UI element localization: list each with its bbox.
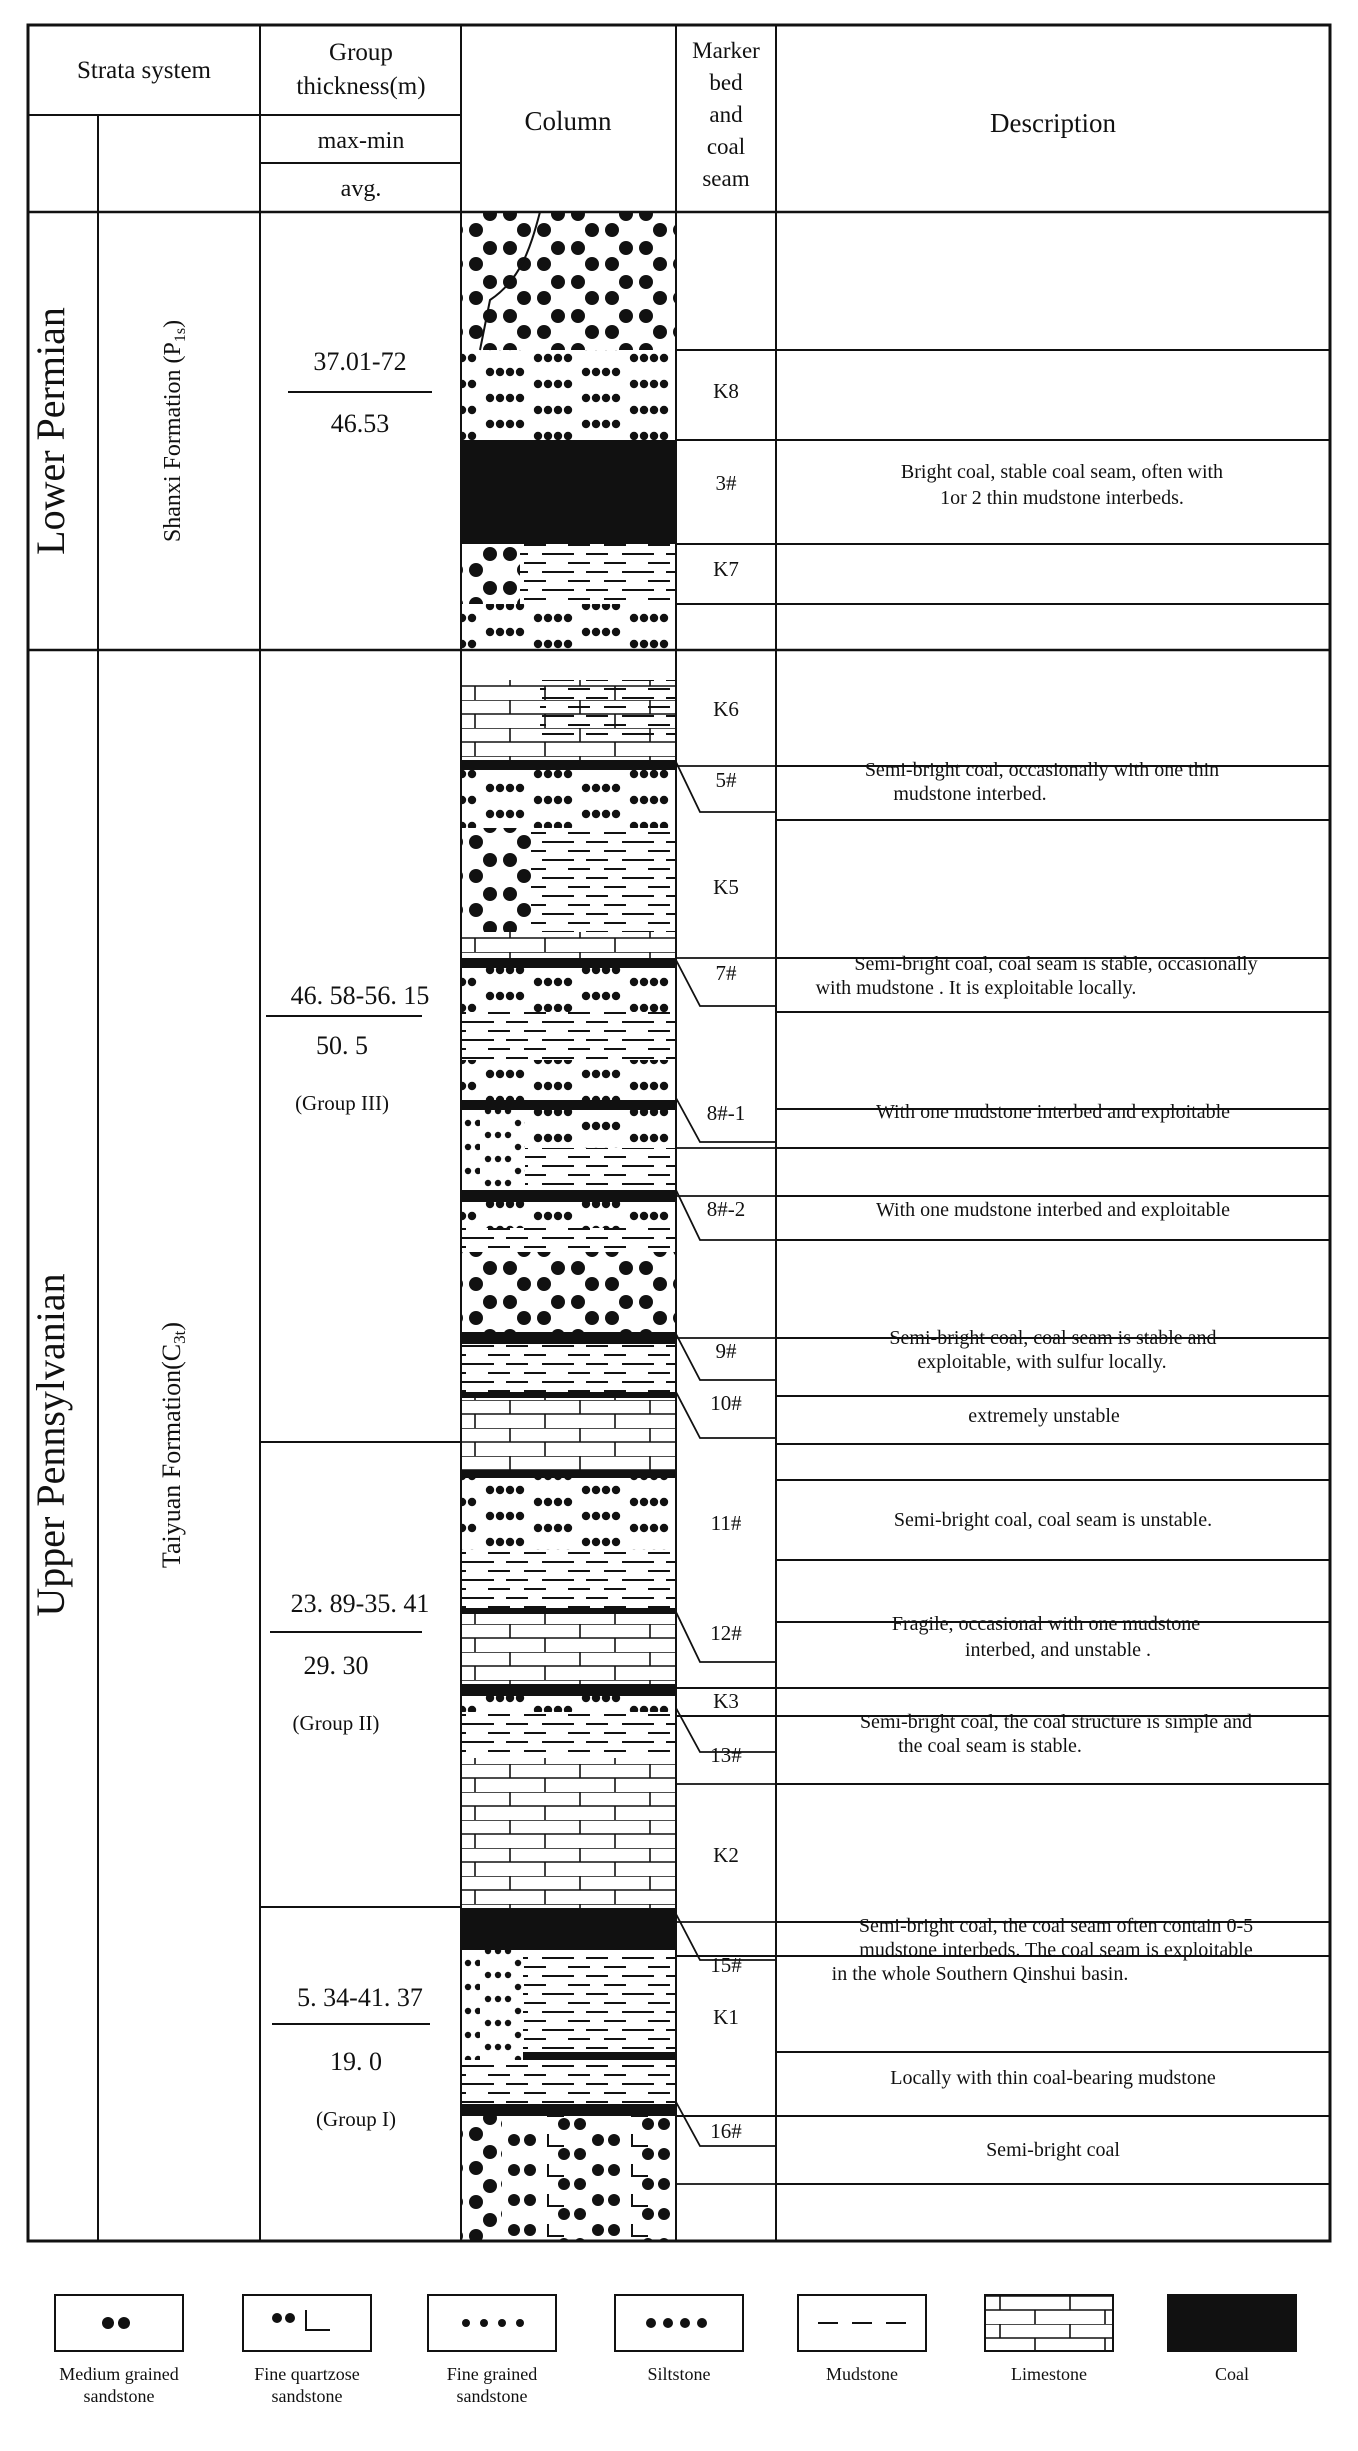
legend-item-fine-quartzose-sandstone: [243, 2295, 371, 2406]
lith-coal: [461, 1190, 676, 1202]
marker-16: 16#: [710, 2119, 742, 2143]
svg-text:Medium grainedsandstone: Medium grained sandstone: [59, 2364, 179, 2406]
marker-k8: K8: [713, 379, 739, 403]
lith-medium-sandstone: [461, 2116, 501, 2241]
lith-siltstone: [461, 1202, 676, 1228]
strata-system-header: Strata system: [76, 57, 212, 84]
description-5: Semi-bright coal, occasionally with one thin mudstone interbed.: [864, 759, 1220, 805]
svg-text:Fine quartzosesandstone: Fine quartzose sandstone: [254, 2364, 360, 2406]
marker-k3: K3: [713, 1689, 739, 1713]
marker-8-2: 8#-2: [706, 1197, 746, 1221]
lithology-column: [461, 212, 676, 2241]
descriptions: [816, 461, 1258, 2161]
description-12: Fragile, occasional with one mudstone interbed, and unstable .: [891, 1613, 1201, 1661]
thickness-range: 5. 34-41. 37: [297, 1983, 423, 2012]
legend-item-coal: [1168, 2295, 1296, 2384]
lith-limestone: [461, 932, 676, 958]
lith-limestone: [461, 1758, 676, 1908]
lith-coal: [461, 1684, 676, 1696]
system-lower-permian: Lower Permian: [28, 307, 73, 555]
lith-mudstone: [540, 680, 676, 740]
marker-9: 9#: [715, 1339, 737, 1363]
marker-13: 13#: [710, 1743, 742, 1767]
lith-siltstone: [461, 1696, 676, 1712]
strata-labels: [28, 307, 189, 1616]
marker-header-2: bed: [709, 70, 743, 95]
lith-coal: [461, 2104, 676, 2116]
thickness-avg: 29. 30: [303, 1651, 369, 1680]
marker-labels: [707, 379, 746, 2143]
marker-3: 3#: [715, 471, 737, 495]
marker-11: 11#: [710, 1511, 742, 1535]
lith-coal: [461, 958, 676, 968]
column-header: Column: [524, 106, 612, 136]
lith-limestone: [461, 1614, 676, 1684]
lith-mudstone: [461, 1344, 676, 1392]
marker-k5: K5: [713, 875, 739, 899]
lith-fine-sandstone: [461, 1110, 525, 1198]
thickness-header-1: Group: [329, 39, 393, 66]
thickness-group-label: (Group II): [292, 1711, 380, 1735]
lith-mudstone: [461, 1550, 676, 1608]
lith-mudstone: [523, 1950, 676, 2060]
lith-fine-quartzose-sandstone: [501, 2116, 676, 2241]
avg-header: avg.: [340, 176, 382, 202]
description-10: extremely unstable: [968, 1405, 1120, 1427]
marker-header-3: and: [709, 102, 743, 127]
lith-coal: [461, 440, 676, 544]
thickness-range: 23. 89-35. 41: [290, 1589, 430, 1618]
legend-item-medium-sandstone: [55, 2295, 183, 2406]
lith-mudstone: [461, 1228, 676, 1252]
table-grid: [28, 25, 1330, 2241]
marker-7: 7#: [715, 961, 737, 985]
lith-medium-sandstone: [461, 212, 676, 350]
svg-text:Limestone: Limestone: [1011, 2364, 1087, 2384]
svg-text:Mudstone: Mudstone: [826, 2364, 898, 2384]
description-8-2: With one mudstone interbed and exploitable: [875, 1199, 1231, 1221]
lith-coal: [461, 1470, 676, 1478]
lith-mudstone: [531, 828, 676, 932]
svg-text:Fine grainedsandstone: Fine grained sandstone: [446, 2364, 538, 2406]
thickness-range: 37.01-72: [313, 347, 407, 376]
lith-fine-sandstone: [461, 604, 676, 650]
header: [77, 38, 1116, 202]
marker-k7: K7: [713, 557, 739, 581]
marker-header-4: coal: [706, 134, 746, 159]
lith-siltstone: [461, 1478, 676, 1550]
lith-coal: [461, 1608, 676, 1614]
description-k1: Locally with thin coal-bearing mudstone: [890, 2067, 1216, 2089]
marker-header-5: seam: [702, 166, 750, 191]
legend: [55, 2295, 1296, 2406]
thickness-group-label: (Group III): [295, 1091, 389, 1115]
lith-mudstone: [461, 2060, 676, 2104]
thickness-group-label: (Group I): [316, 2107, 396, 2131]
lith-fine-sandstone: [461, 1950, 523, 2060]
formation-taiyuan: Taiyuan Formation(C3t): [157, 1321, 189, 1569]
description-16: Semi-bright coal: [986, 2139, 1120, 2161]
marker-k1: K1: [713, 2005, 739, 2029]
svg-text:Coal: Coal: [1215, 2364, 1249, 2384]
description-9: Semi-bright coal, coal seam is stable and exploitable, with sulfur locally.: [889, 1327, 1217, 1373]
marker-8-1: 8#-1: [706, 1101, 746, 1125]
lith-mudstone: [461, 1012, 676, 1060]
marker-15: 15#: [710, 1953, 742, 1977]
thickness-avg: 50. 5: [316, 1031, 368, 1060]
lith-mudstone: [520, 544, 676, 604]
max-min-header: max-min: [317, 128, 405, 154]
thickness-range: 46. 58-56. 15: [290, 981, 430, 1010]
lith-medium-sandstone: [461, 1060, 676, 1100]
thickness-avg: 46.53: [330, 409, 390, 438]
lith-mudstone: [525, 1148, 676, 1190]
marker-k2: K2: [713, 1843, 739, 1867]
description-11: Semi-bright coal, coal seam is unstable.: [893, 1509, 1213, 1531]
description-header: Description: [990, 108, 1116, 138]
lith-coal: [461, 760, 676, 770]
description-8-1: With one mudstone interbed and exploitable: [875, 1101, 1231, 1123]
legend-item-siltstone: [615, 2295, 743, 2384]
lith-limestone: [461, 1398, 676, 1470]
lith-coal: [461, 1100, 676, 1110]
lith-mudstone: [461, 1712, 676, 1758]
legend-item-limestone: [985, 2295, 1113, 2384]
thickness-groups: [266, 347, 432, 2131]
lith-siltstone: [461, 968, 676, 1012]
marker-header-1: Marker: [692, 38, 760, 63]
description-3: Bright coal, stable coal seam, often with 1or 2 thin mudstone interbeds.: [900, 461, 1224, 509]
marker-k6: K6: [713, 697, 739, 721]
lith-coal: [461, 1908, 676, 1950]
description-15: Semi-bright coal, the coal seam often contain 0-5 mudstone interbeds. The coal seam is exploitable in the whole Southern Qinshui basin.: [831, 1915, 1254, 1985]
description-13: Semi-bright coal, the coal structure is simple and the coal seam is stable.: [859, 1711, 1253, 1757]
svg-text:Siltstone: Siltstone: [647, 2364, 711, 2384]
marker-12: 12#: [710, 1621, 742, 1645]
lith-coal: [461, 1392, 676, 1398]
thickness-avg: 19. 0: [330, 2047, 382, 2076]
marker-5: 5#: [715, 768, 737, 792]
formation-shanxi: Shanxi Formation $(P_{1s})$: [160, 319, 189, 543]
lith-medium-sandstone: [461, 828, 531, 932]
lith-medium-sandstone: [461, 544, 520, 604]
legend-item-mudstone: [798, 2295, 926, 2384]
lith-medium-sandstone: [461, 1252, 676, 1332]
lith-siltstone: [525, 1110, 676, 1148]
lith-siltstone: [461, 770, 676, 828]
lith-coal: [461, 1332, 676, 1344]
legend-item-fine-sandstone: [428, 2295, 556, 2406]
thickness-header-2: thickness(m): [296, 73, 426, 100]
system-upper-pennsylvanian: Upper Pennsylvanian: [28, 1273, 73, 1617]
marker-10: 10#: [710, 1391, 742, 1415]
lith-coal: [523, 2052, 676, 2060]
description-7: Semi-bright coal, coal seam is stable, occasionally with mudstone . It is exploitable locally.: [815, 953, 1258, 999]
lith-siltstone: [461, 350, 676, 440]
